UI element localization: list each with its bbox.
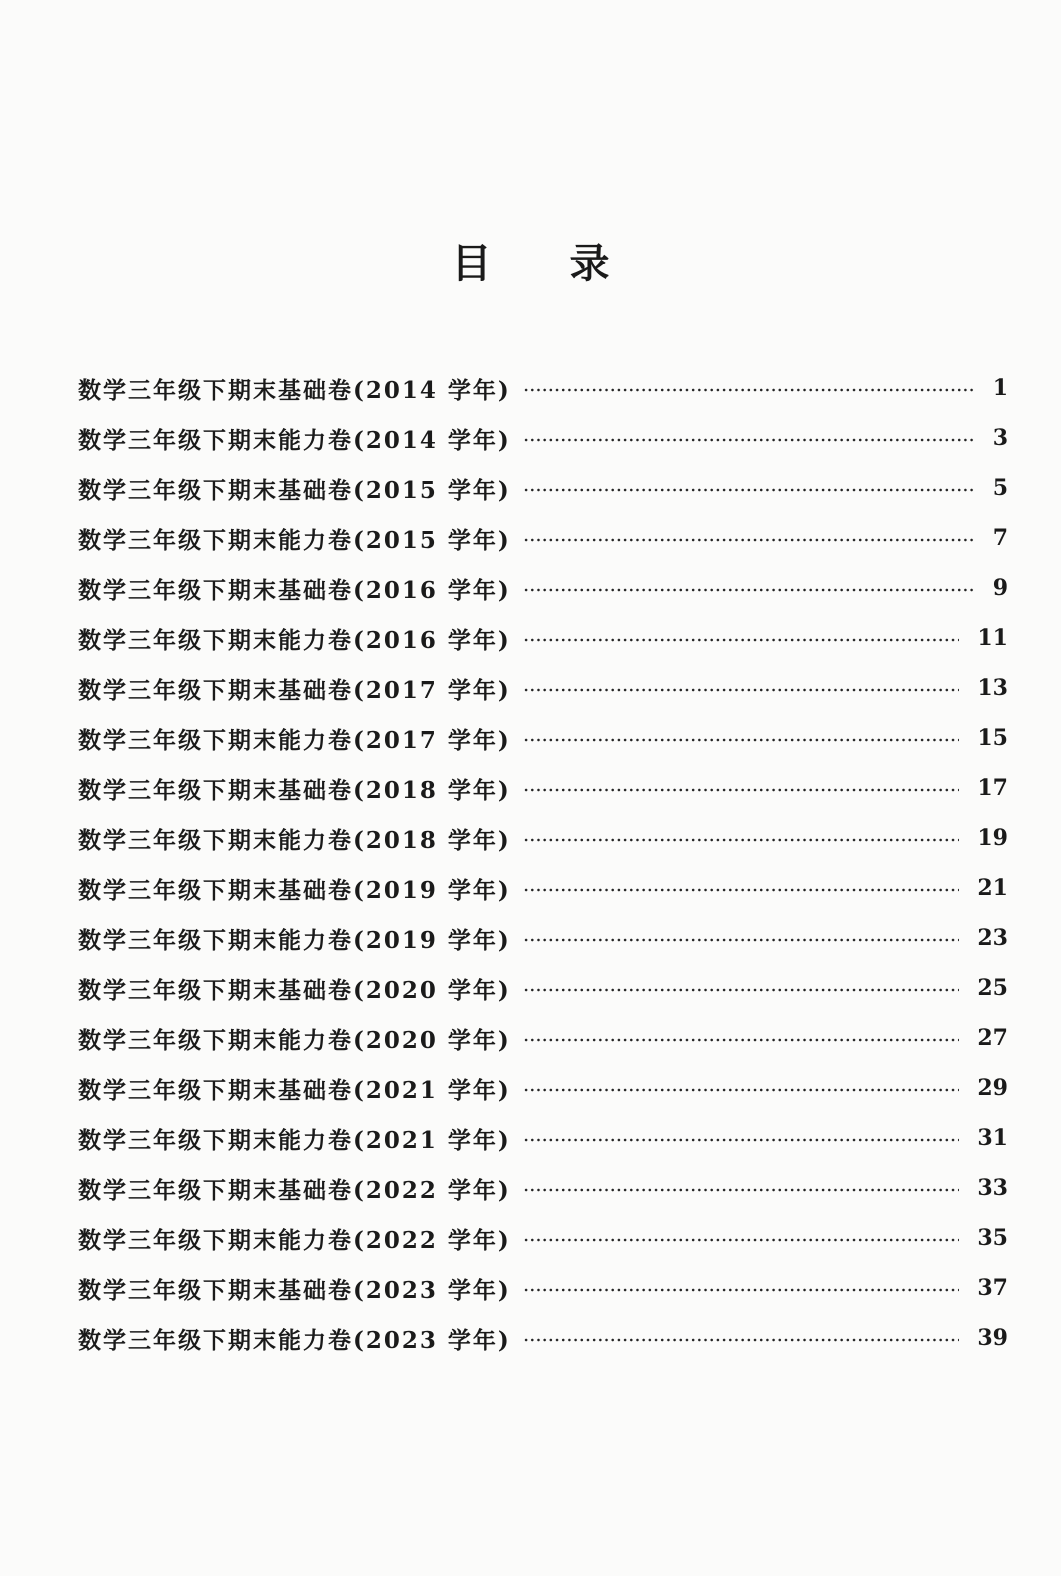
dot-leader	[523, 538, 975, 542]
toc-entry-title: 数学三年级下期末能力卷(2014 学年)	[78, 426, 511, 454]
toc-entry-title: 数学三年级下期末基础卷(2019 学年)	[78, 876, 511, 904]
dot-leader	[523, 1188, 960, 1192]
toc-entry	[78, 963, 1008, 1013]
toc-entry	[78, 713, 1008, 763]
toc-entry	[78, 1013, 1008, 1063]
toc-entry	[78, 463, 1008, 513]
toc-entry	[78, 563, 1008, 613]
dot-leader	[523, 738, 960, 742]
toc-entry-title: 数学三年级下期末能力卷(2019 学年)	[78, 926, 511, 954]
dot-leader	[523, 1288, 960, 1292]
toc-entry	[78, 1063, 1008, 1113]
toc-entry-title: 数学三年级下期末能力卷(2020 学年)	[78, 1026, 511, 1054]
toc-entry	[78, 763, 1008, 813]
dot-leader	[523, 488, 975, 492]
toc-entry-page-number: 3	[992, 425, 1008, 451]
toc-entry-title: 数学三年级下期末能力卷(2017 学年)	[78, 726, 511, 754]
toc-entry-title: 数学三年级下期末能力卷(2023 学年)	[78, 1326, 511, 1354]
toc-entry-page-number: 11	[977, 625, 1008, 651]
toc-entry-title: 数学三年级下期末能力卷(2015 学年)	[78, 526, 511, 554]
toc-entry-page-number: 35	[977, 1225, 1008, 1251]
toc-entry-title: 数学三年级下期末基础卷(2015 学年)	[78, 476, 511, 504]
toc-entry-page-number: 13	[977, 675, 1008, 701]
dot-leader	[523, 938, 960, 942]
page-title: 目录	[451, 240, 688, 287]
toc-entry	[78, 413, 1008, 463]
toc-entry-page-number: 29	[977, 1075, 1008, 1101]
toc-entry-title: 数学三年级下期末能力卷(2016 学年)	[78, 626, 511, 654]
dot-leader	[523, 988, 960, 992]
toc-entry	[78, 363, 1008, 413]
toc-entry-page-number: 39	[977, 1325, 1008, 1351]
toc-entry	[78, 613, 1008, 663]
dot-leader	[523, 1238, 960, 1242]
toc-entry-title: 数学三年级下期末基础卷(2023 学年)	[78, 1276, 511, 1304]
toc-entry-title: 数学三年级下期末基础卷(2018 学年)	[78, 776, 511, 804]
toc-entry-title: 数学三年级下期末能力卷(2018 学年)	[78, 826, 511, 854]
toc-entry	[78, 1113, 1008, 1163]
toc-entry	[78, 513, 1008, 563]
dot-leader	[523, 1088, 960, 1092]
toc-entry-page-number: 21	[977, 875, 1008, 901]
toc-entry-title: 数学三年级下期末能力卷(2022 学年)	[78, 1226, 511, 1254]
dot-leader	[523, 788, 960, 792]
toc-entry	[78, 663, 1008, 713]
dot-leader	[523, 1338, 960, 1342]
dot-leader	[523, 588, 975, 592]
toc-entry-page-number: 27	[977, 1025, 1008, 1051]
toc-entry	[78, 1263, 1008, 1313]
toc-entry-page-number: 17	[977, 775, 1008, 801]
toc-entry-title: 数学三年级下期末基础卷(2014 学年)	[78, 376, 511, 404]
toc-entry-page-number: 15	[977, 725, 1008, 751]
table-of-contents	[78, 363, 1008, 1363]
toc-entry-page-number: 7	[992, 525, 1008, 551]
toc-entry-title: 数学三年级下期末基础卷(2017 学年)	[78, 676, 511, 704]
toc-entry-page-number: 5	[992, 475, 1008, 501]
toc-entry-page-number: 31	[977, 1125, 1008, 1151]
dot-leader	[523, 838, 960, 842]
toc-entry	[78, 1163, 1008, 1213]
toc-entry	[78, 913, 1008, 963]
toc-entry-title: 数学三年级下期末基础卷(2021 学年)	[78, 1076, 511, 1104]
toc-entry	[78, 863, 1008, 913]
toc-entry	[78, 813, 1008, 863]
toc-entry-page-number: 33	[977, 1175, 1008, 1201]
toc-entry-page-number: 1	[992, 375, 1008, 401]
toc-entry-page-number: 37	[977, 1275, 1008, 1301]
toc-entry-title: 数学三年级下期末能力卷(2021 学年)	[78, 1126, 511, 1154]
toc-entry-page-number: 9	[992, 575, 1008, 601]
dot-leader	[523, 388, 975, 392]
dot-leader	[523, 438, 975, 442]
dot-leader	[523, 688, 960, 692]
toc-entry	[78, 1213, 1008, 1263]
toc-entry-title: 数学三年级下期末基础卷(2016 学年)	[78, 576, 511, 604]
dot-leader	[523, 1038, 960, 1042]
dot-leader	[523, 1138, 960, 1142]
dot-leader	[523, 888, 960, 892]
toc-entry-page-number: 19	[977, 825, 1008, 851]
toc-entry-page-number: 23	[977, 925, 1008, 951]
toc-entry-title: 数学三年级下期末基础卷(2022 学年)	[78, 1176, 511, 1204]
toc-entry-page-number: 25	[977, 975, 1008, 1001]
toc-entry	[78, 1313, 1008, 1363]
dot-leader	[523, 638, 960, 642]
toc-entry-title: 数学三年级下期末基础卷(2020 学年)	[78, 976, 511, 1004]
